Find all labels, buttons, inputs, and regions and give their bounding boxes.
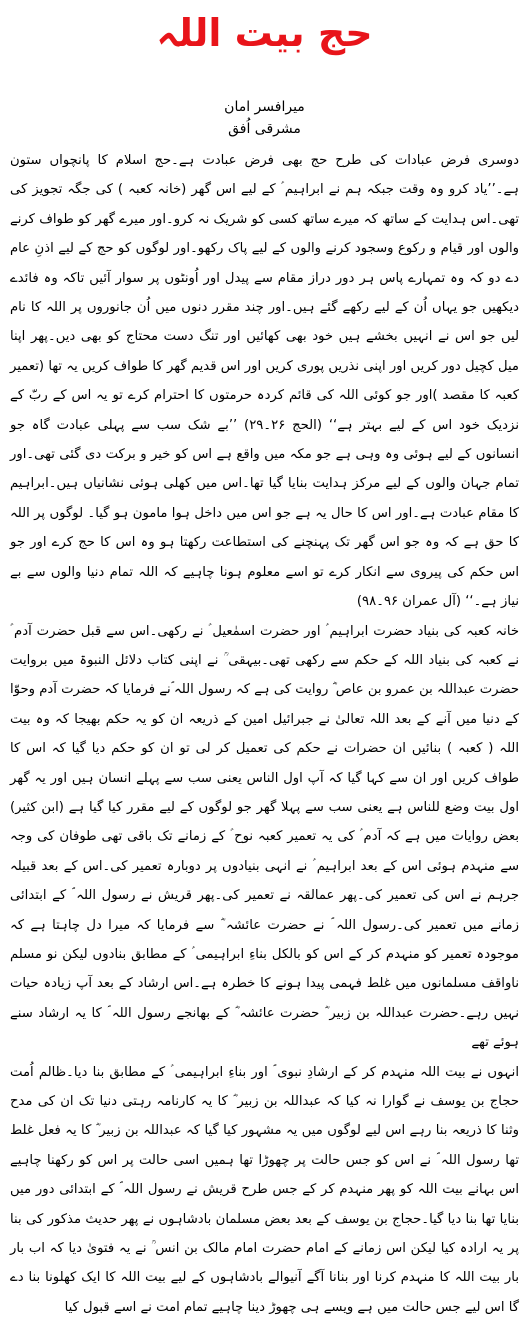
publication-source: مشرقی اُفق — [228, 121, 301, 137]
author-name: میرافسر امان — [224, 99, 305, 115]
article-title: حج بیت اللہ — [156, 11, 373, 55]
article-paragraph: انہوں نے بیت اللہ منہدم کر کے ارشادِ نبوی ؐ اور بناءِ ابراہیمی ؑ کے مطابق بنا دیا۔ظالم اُمت حجاج بن یوسف نے گوارا نہ کیا کہ عبداللہ بن زبیر ؓ کا یہ کارنامہ رہتی دنیا تک ان کی مدح وثنا کا ذریعہ بنا رہے اس لیے لوگوں میں یہ مشہور کیا گیا کہ عبداللہ بن زبیر ؓ کا یہ فعل غلط تھا رسول اللہ ؐ نے اس کو جس حالت پر چھوڑا تھا ہمیں اسی حالت پر اس کو رکھنا چاہیے اس بہانے بیت اللہ کو پھر منہدم کر کے جس طرح قریش نے رسول اللہ ؐ کے ابتدائی دور میں بنایا تھا بنا دیا گیا۔حجاج بن یوسف کے بعد بعض مسلمان بادشاہوں نے پھر حدیث مذکور کی بنا پر یہ ارادہ کیا لیکن اس زمانے کے امام حضرت امام مالک بن انس ؒ نے یہ فتویٰ دیا کہ اب بار بار بیت اللہ کا منہدم کرنا اور بنانا آگے آنیوالے بادشاہوں کے لیے بیت اللہ کا ایک کھلونا بنا دے گا اس لیے جس حالت میں ہے ویسے ہی چھوڑ دینا چاہیے تمام امت نے اسے قبول کیا — [10, 1064, 519, 1315]
article-paragraph: خانہ کعبہ کی بنیاد حضرت ابراہیم ؑ اور حضرت اسمٰعیل ؑ نے رکھی۔اس سے قبل حضرت آدم ؑ نے کعبہ کی بنیاد اللہ کے حکم سے رکھی تھی۔بیہقی ؒ نے اپنی کتاب دلائل النبوۃ میں بروایت حضرت عبداللہ بن عمرو بن عاص ؓ روایت کی ہے کہ رسول اللہ ؐنے فرمایا کہ حضرت آدم وحوّا کے دنیا میں آنے کے بعد اللہ تعالیٰ نے جبرائیل امین کے ذریعہ ان کو یہ حکم بھیجا کہ وہ بیت اللہ ( کعبہ ) بنائیں ان حضرات نے حکم کی تعمیل کر لی تو ان کو حکم دیا گیا کہ اس کا طواف کریں اور ان سے کہا گیا کہ آپ اول الناس یعنی سب سے پہلے انسان ہیں اور یہ گھر اول بیت وضع للناس ہے یعنی سب سے پہلا گھر جو لوگوں کے لیے مقرر کیا گیا ہے (ابن کثیر) بعض روایات میں ہے کہ آدم ؑ کی یہ تعمیر کعبہ نوح ؑ کے زمانے تک باقی تھی طوفان کی وجہ سے منہدم ہوئی اس کے بعد ابراہیم ؑ نے انہی بنیادوں پر دوبارہ تعمیر کی۔اس کے بعد قبیلہ جرہم نے اس کی تعمیر کی۔پھر عمالقہ نے تعمیر کی۔پھر قریش نے رسول اللہ ؐ کے ابتدائی زمانے میں تعمیر کی۔رسول اللہ ؐ نے حضرت عائشہ ؓ سے فرمایا کہ میرا دل چاہتا ہے کہ موجودہ تعمیر کو منہدم کر کے اس کو بالکل بناءِ ابراہیمی ؑ کے مطابق بنادوں لیکن نو مسلم ناواقف مسلمانوں میں غلط فہمی پیدا ہونے کا خطرہ ہے۔اس ارشاد کے بعد آپ زیادہ حیات نہیں رہے۔حضرت عبداللہ بن زبیر ؓ حضرت عائشہ ؓ کے بھانجے رسول اللہ ؐ کا یہ ارشاد سنے ہوئے تھے — [10, 623, 519, 1051]
article-paragraph: دوسری فرض عبادات کی طرح حج بھی فرض عبادت ہے۔حج اسلام کا پانچواں ستون ہے۔’’یاد کرو وہ وقت جبکہ ہم نے ابراہیم ؑ کے لیے اس گھر (خانہ کعبہ ) کی جگہ تجویز کی تھی۔اس ہدایت کے ساتھ کہ میرے ساتھ کسی کو شریک نہ کرو۔اور میرے گھر کو طواف کرنے والوں اور قیام و رکوع وسجود کرنے والوں کے لیے پاک رکھو۔اور لوگوں کو حج کے لیے اذنِ عام دے دو کہ وہ تمہارے پاس ہر دور دراز مقام سے پیدل اور اُونٹوں پر سوار آئیں تاکہ وہ فائدے دیکھیں جو یہاں اُن کے لیے رکھے گئے ہیں۔اور چند مقرر دنوں میں اُن جانوروں پر اللہ کا نام لیں جو اس نے انہیں بخشے ہیں خود بھی کھائیں اور تنگ دست محتاج کو بھی دیں۔پھر اپنا میل کچیل دور کریں اور اپنی نذریں پوری کریں اور اس قدیم گھر کا طواف کریں یہ تھا (تعمیر کعبہ کا مقصد )اور جو کوئی اللہ کی قائم کردہ حرمتوں کا احترام کرے تو یہ اس کے ربّ کے نزدیک خود اس کے لیے بہتر ہے‘‘ (الحج ۲۶۔۲۹) ’’بے شک سب سے پہلی عبادت گاہ جو انسانوں کے لیے ہوئی وہ وہی ہے جو مکہ میں واقع ہے اس کو خیر و برکت دی گئی تھی۔اور تمام جہان والوں کے لیے مرکز ہدایت بنایا گیا تھا۔اس میں کھلی ہوئی نشانیاں ہیں۔ابراہیم کا مقام عبادت ہے۔اور اس کا حال یہ ہے جو اس میں داخل ہوا مامون ہو گیا۔ لوگوں پر اللہ کا حق ہے کہ وہ جو اس گھر تک پہنچنے کی استطاعت رکھتا ہو وہ اس کا حج کرے اور جو اس حکم کی پیروی سے انکار کرے تو اسے معلوم ہونا چاہیے کہ اللہ تمام دنیا والوں سے بے نیاز ہے۔‘‘ (آل عمران ۹۶۔۹۸) — [10, 153, 519, 610]
article-body — [10, 146, 519, 1322]
